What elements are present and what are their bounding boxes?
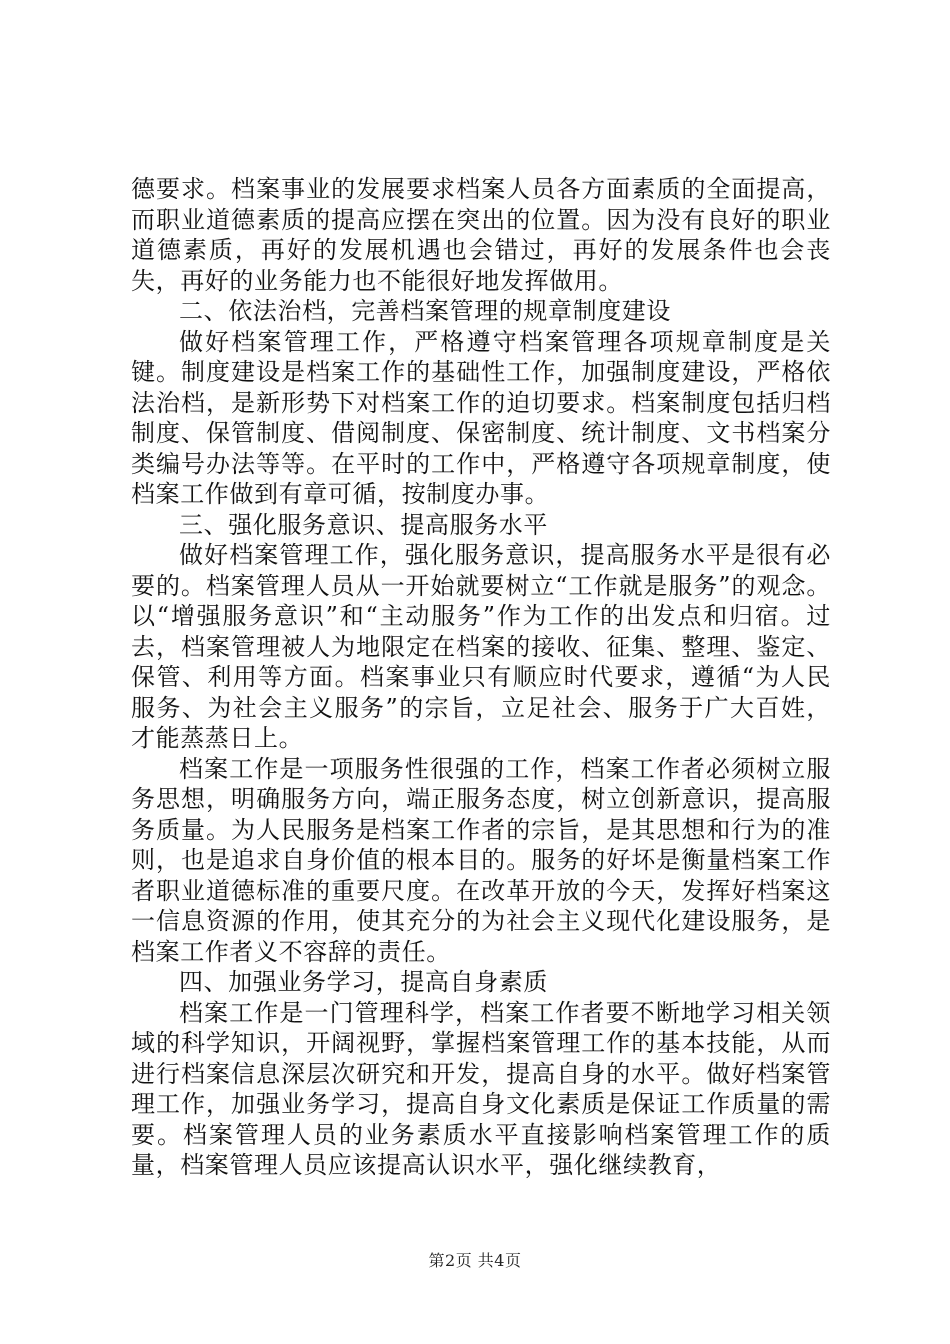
paragraph: 做好档案管理工作，严格遵守档案管理各项规章制度是关键。制度建设是档案工作的基础性工作，加强制度建设，严格依法治档，是新形势下对档案工作的迫切要求。档案制度包括归档制度、保管制度、借阅制度、保密制度、统计制度、文书档案分类编号办法等等。在平时的工作中，严格遵守各项规章制度，使档案工作做到有章可循，按制度办事。 xyxy=(131,327,831,508)
paragraph: 档案工作是一门管理科学，档案工作者要不断地学习相关领域的科学知识，开阔视野，掌握档案管理工作的基本技能，从而进行档案信息深层次研究和开发，提高自身的水平。做好档案管理工作，加强业务学习，提高自身文化素质是保证工作质量的需要。档案管理人员的业务素质水平直接影响档案管理工作的质量，档案管理人员应该提高认识水平，强化继续教育， xyxy=(131,998,831,1179)
page-number-footer: 第2页 共4页 xyxy=(428,1251,522,1270)
paragraph-continuation: 德要求。档案事业的发展要求档案人员各方面素质的全面提高，而职业道德素质的提高应摆在突出的位置。因为没有良好的职业道德素质，再好的发展机遇也会错过，再好的发展条件也会丧失，再好的业务能力也不能很好地发挥做用。 xyxy=(131,175,831,295)
section-heading-4: 四、加强业务学习，提高自身素质 xyxy=(179,968,548,996)
document-body xyxy=(131,174,831,1181)
paragraph: 档案工作是一项服务性很强的工作，档案工作者必须树立服务思想，明确服务方向，端正服务态度，树立创新意识，提高服务质量。为人民服务是档案工作者的宗旨，是其思想和行为的准则，也是追求自身价值的根本目的。服务的好坏是衡量档案工作者职业道德标准的重要尺度。在改革开放的今天，发挥好档案这一信息资源的作用，使其充分的为社会主义现代化建设服务，是档案工作者义不容辞的责任。 xyxy=(131,754,831,966)
section-heading-2: 二、依法治档，完善档案管理的规章制度建设 xyxy=(179,297,671,325)
paragraph: 做好档案管理工作，强化服务意识，提高服务水平是很有必要的。档案管理人员从一开始就要树立“工作就是服务”的观念。以“增强服务意识”和“主动服务”作为工作的出发点和归宿。过去，档案管理被人为地限定在档案的接收、征集、整理、鉴定、保管、利用等方面。档案事业只有顺应时代要求，遵循“为人民服务、为社会主义服务”的宗旨，立足社会、服务于广大百姓，才能蒸蒸日上。 xyxy=(131,541,831,752)
section-heading-3: 三、强化服务意识、提高服务水平 xyxy=(179,510,548,539)
